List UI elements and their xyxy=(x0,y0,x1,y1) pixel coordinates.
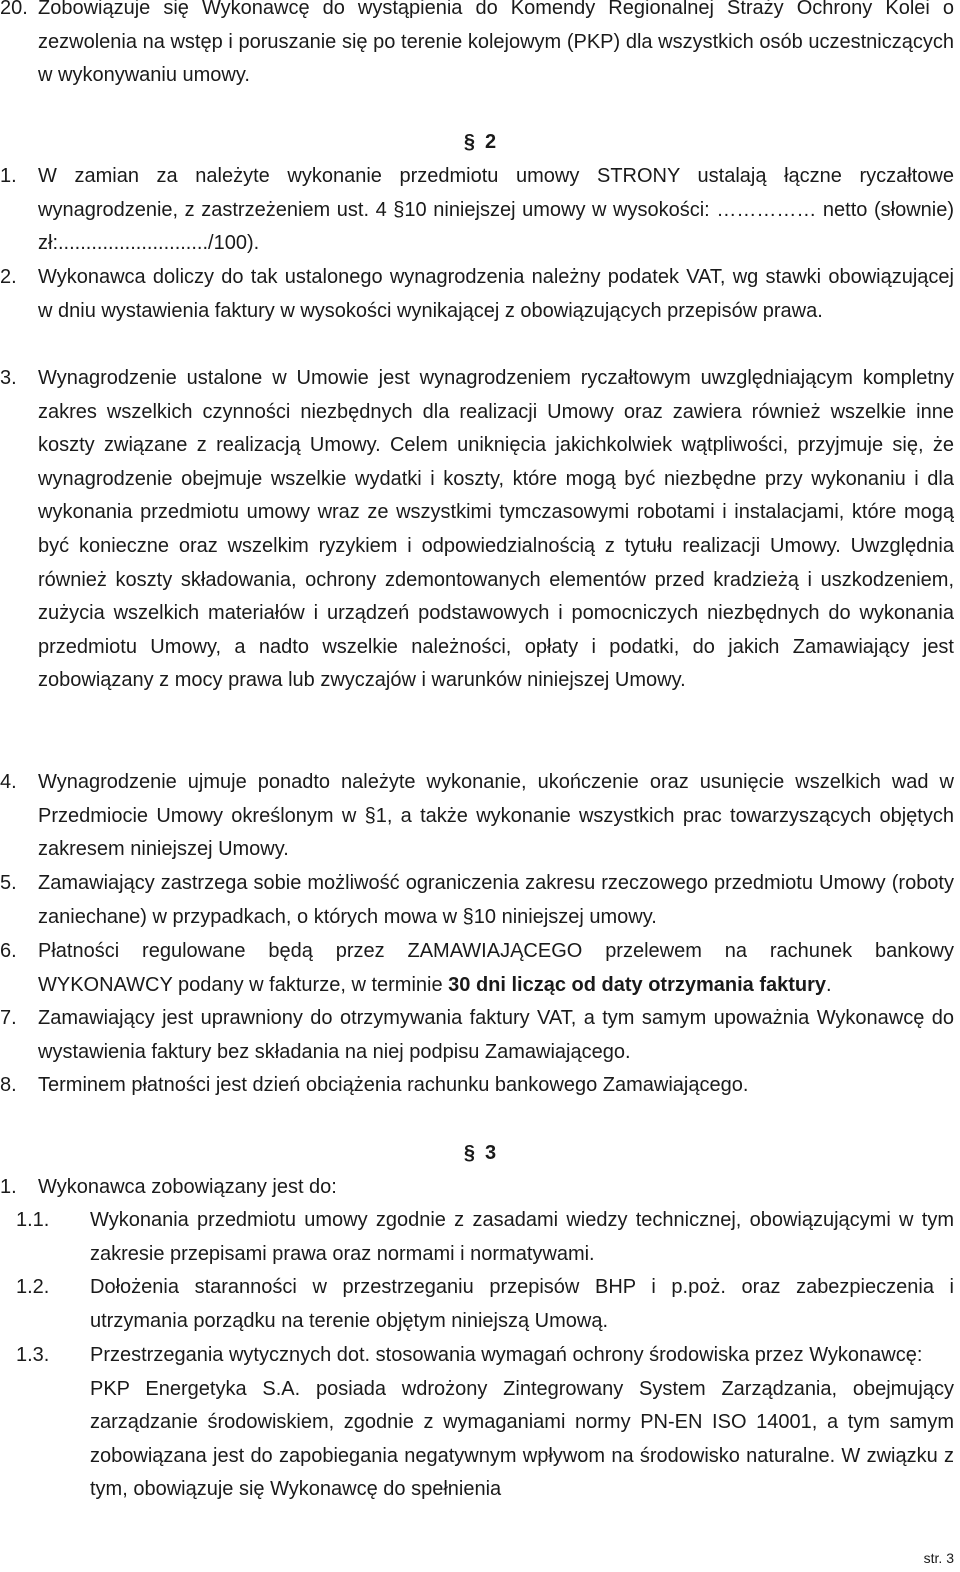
paragraph-item-2-5 xyxy=(0,867,960,934)
item-number: 5. xyxy=(0,872,17,894)
item-number: 7. xyxy=(0,1007,17,1029)
payment-text-end: . xyxy=(826,973,832,996)
payment-term-bold: 30 dni licząc od daty otrzymania faktury xyxy=(448,973,827,996)
paragraph-item-2-4 xyxy=(0,766,960,867)
subitem-1-3 xyxy=(0,1339,960,1507)
item-text: Wynagrodzenie ustalone w Umowie jest wynagrodzeniem ryczałtowym uwzględniającym kompletny zakres wszelkich czynności niezbędnych dla realizacji Umowy oraz zawiera również wszelkie inne koszty związane z realizacją Umowy. Celem uniknięcia jakichkolwiek wątpliwości, przyjmuje się, że wynagrodzenie obejmuje wszelkie wydatki i koszty, które mogą być niezbędne przy wykonaniu i dla wykonania przedmiotu umowy wraz ze wszystkimi tymczasowymi robotami i instalacjami, które mogą być konieczne oraz wszelkim ryzykiem i odpowiedzialnością z tytułu realizacji Umowy. Uwzględnia również koszty składowania, ochrony zdemontowanych elementów przed kradzieżą i uszkodzeniem, zużycia wszelkich materiałów i urządzeń podstawowych i pomocniczych niezbędnych do wykonania przedmiotu Umowy, a nadto wszelkie należności, opłaty i podatki, do jakich Zamawiający jest zobowiązany z mocy prawa lub zwyczajów i warunków niniejszej Umowy. xyxy=(38,367,954,692)
item-text: Wykonawca doliczy do tak ustalonego wynagrodzenia należny podatek VAT, wg stawki obowiązującej w dniu wystawienia faktury w wysokości wynikającej z obowiązujących przepisów prawa. xyxy=(38,266,954,322)
subitem-1-1 xyxy=(0,1204,960,1271)
paragraph-item-2-1 xyxy=(0,160,960,261)
paragraph-item-2-2 xyxy=(0,261,960,328)
item-text: Wykonawca zobowiązany jest do: xyxy=(38,1176,337,1198)
subitem-1-2 xyxy=(0,1271,960,1338)
subitem-continuation: PKP Energetyka S.A. posiada wdrożony Zintegrowany System Zarządzania, obejmujący zarządzanie środowiskiem, zgodnie z wymaganiami normy PN-EN ISO 14001, a tym samym zobowiązana jest do zapobiegania negatywnym wpływom na środowisko naturalne. W związku z tym, obowiązuje się Wykonawcę do spełnienia xyxy=(90,1377,954,1501)
item-text: Terminem płatności jest dzień obciążenia rachunku bankowego Zamawiającego. xyxy=(38,1074,749,1096)
section-3-heading xyxy=(0,1137,960,1171)
item-number: 3. xyxy=(0,367,17,389)
paragraph-item-2-7 xyxy=(0,1002,960,1069)
item-text: Zamawiający zastrzega sobie możliwość ograniczenia zakresu rzeczowego przedmiotu Umowy (roboty zaniechane) w przypadkach, o których mowa w §10 niniejszej umowy. xyxy=(38,872,954,928)
section-sign: § xyxy=(463,1142,475,1164)
paragraph-item-20 xyxy=(0,0,960,93)
paragraph-item-2-3 xyxy=(0,362,960,698)
item-number: 6. xyxy=(0,940,17,962)
section-number: 2 xyxy=(485,131,497,153)
section-2-heading xyxy=(0,126,960,160)
subitem-text: Dołożenia staranności w przestrzeganiu przepisów BHP i p.poż. oraz zabezpieczenia i utrzymania porządku na terenie objętym niniejszą Umową. xyxy=(90,1276,954,1332)
section-sign: § xyxy=(463,131,475,153)
item-text: Zamawiający jest uprawniony do otrzymywania faktury VAT, a tym samym upoważnia Wykonawcę do wystawienia faktury bez składania na niej podpisu Zamawiającego. xyxy=(38,1007,954,1063)
item-number: 1. xyxy=(0,1176,17,1198)
subitem-number: 1.3. xyxy=(16,1344,50,1366)
item-number: 2. xyxy=(0,266,17,288)
paragraph-item-2-6 xyxy=(0,935,960,1002)
item-number: 20. xyxy=(0,0,28,19)
item-number: 8. xyxy=(0,1074,17,1096)
payment-text: Płatności regulowane będą przez ZAMAWIAJĄCEGO przelewem na rachunek bankowy WYKONAWCY podany w fakturze, w terminie xyxy=(38,940,954,996)
item-number: 4. xyxy=(0,771,17,793)
subitem-number: 1.2. xyxy=(16,1276,50,1298)
subitem-text: Przestrzegania wytycznych dot. stosowania wymagań ochrony środowiska przez Wykonawcę: xyxy=(90,1344,923,1366)
item-text: Wynagrodzenie ujmuje ponadto należyte wykonanie, ukończenie oraz usunięcie wszelkich wad w Przedmiocie Umowy określonym w §1, a także wykonanie wszystkich prac towarzyszących objętych zakresem niniejszej Umowy. xyxy=(38,771,954,861)
item-number: 1. xyxy=(0,165,17,187)
item-text xyxy=(38,935,954,1002)
section-number: 3 xyxy=(485,1142,497,1164)
paragraph-item-3-1 xyxy=(0,1171,960,1205)
subitem-text: Wykonania przedmiotu umowy zgodnie z zasadami wiedzy technicznej, obowiązującymi w tym zakresie przepisami prawa oraz normami i normatywami. xyxy=(90,1209,954,1265)
subitem-number: 1.1. xyxy=(16,1209,50,1231)
item-text: Zobowiązuje się Wykonawcę do wystąpienia do Komendy Regionalnej Straży Ochrony Kolei o zezwolenia na wstęp i poruszanie się po terenie kolejowym (PKP) dla wszystkich osób uczestniczących w wykonywaniu umowy. xyxy=(38,0,954,87)
paragraph-item-2-8 xyxy=(0,1069,960,1103)
page-number: str. 3 xyxy=(923,1550,954,1566)
item-text: W zamian za należyte wykonanie przedmiotu umowy STRONY ustalają łączne ryczałtowe wynagrodzenie, z zastrzeżeniem ust. 4 §10 niniejszej umowy w wysokości: …………… netto (słownie) zł:.........................../100). xyxy=(38,165,954,255)
